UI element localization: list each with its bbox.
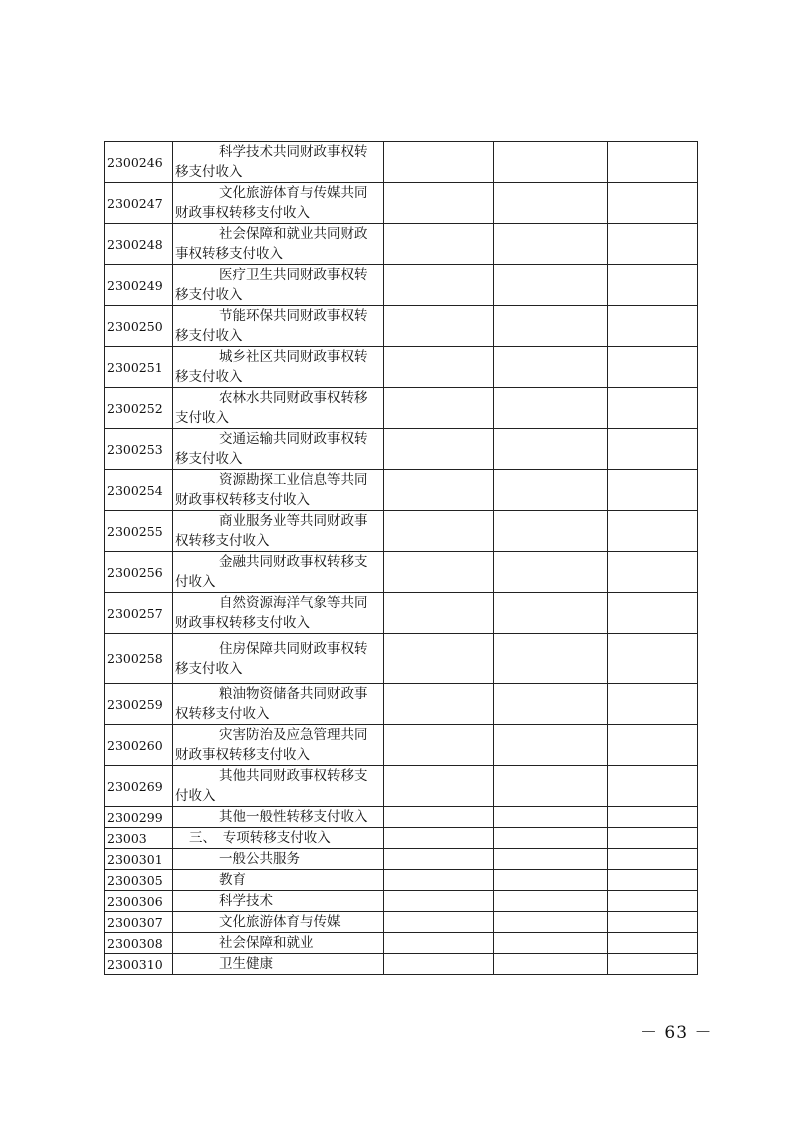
- table-row: [105, 224, 698, 265]
- value-cell: [494, 933, 608, 954]
- value-cell: [384, 429, 494, 470]
- value-cell: [608, 552, 698, 593]
- row-name-line2: 移支付收入: [175, 164, 243, 180]
- value-cell: [384, 142, 494, 183]
- row-name: [173, 849, 384, 870]
- row-name-text: 文化旅游体育与传媒: [219, 914, 341, 930]
- table-row: [105, 684, 698, 725]
- value-cell: [384, 552, 494, 593]
- row-name: [173, 224, 384, 265]
- value-cell: [608, 634, 698, 684]
- value-cell: [494, 766, 608, 807]
- row-name: [173, 470, 384, 511]
- budget-table: [104, 141, 698, 975]
- row-name: [173, 634, 384, 684]
- row-code: 2300252: [105, 388, 173, 429]
- table-row: [105, 807, 698, 828]
- value-cell: [494, 849, 608, 870]
- value-cell: [494, 511, 608, 552]
- page-number: － 63 －: [640, 1023, 713, 1043]
- row-name-line2: 支付收入: [175, 410, 229, 426]
- table-row: [105, 828, 698, 849]
- row-name-line2: 权转移支付收入: [175, 533, 270, 549]
- row-name-line1: 资源勘探工业信息等共同: [219, 472, 368, 488]
- value-cell: [608, 265, 698, 306]
- row-code: 2300299: [105, 807, 173, 828]
- value-cell: [494, 828, 608, 849]
- row-code: 2300307: [105, 912, 173, 933]
- row-name-line1: 商业服务业等共同财政事: [219, 513, 368, 529]
- row-name-line2: 移支付收入: [175, 287, 243, 303]
- value-cell: [494, 870, 608, 891]
- value-cell: [384, 183, 494, 224]
- table-row: [105, 388, 698, 429]
- row-name: [173, 593, 384, 634]
- row-name-text: 社会保障和就业: [219, 935, 314, 951]
- row-code: 2300250: [105, 306, 173, 347]
- row-name-line2: 权转移支付收入: [175, 706, 270, 722]
- value-cell: [494, 183, 608, 224]
- row-code: 2300310: [105, 954, 173, 975]
- value-cell: [384, 593, 494, 634]
- row-code: 2300254: [105, 470, 173, 511]
- value-cell: [494, 429, 608, 470]
- table-row: [105, 511, 698, 552]
- row-name-line2: 财政事权转移支付收入: [175, 205, 310, 221]
- row-name: [173, 388, 384, 429]
- row-name-line2: 移支付收入: [175, 451, 243, 467]
- row-code: 2300251: [105, 347, 173, 388]
- row-code: 2300246: [105, 142, 173, 183]
- value-cell: [384, 265, 494, 306]
- row-name-line1: 其他共同财政事权转移支: [219, 768, 368, 784]
- value-cell: [384, 954, 494, 975]
- value-cell: [494, 265, 608, 306]
- row-name-line1: 城乡社区共同财政事权转: [219, 349, 368, 365]
- value-cell: [608, 511, 698, 552]
- value-cell: [608, 593, 698, 634]
- table-row: [105, 849, 698, 870]
- value-cell: [608, 766, 698, 807]
- value-cell: [608, 347, 698, 388]
- row-name-line1: 粮油物资储备共同财政事: [219, 686, 368, 702]
- value-cell: [494, 725, 608, 766]
- row-name-text: 其他一般性转移支付收入: [219, 809, 368, 825]
- value-cell: [494, 684, 608, 725]
- row-name: [173, 766, 384, 807]
- value-cell: [494, 593, 608, 634]
- row-code: 2300249: [105, 265, 173, 306]
- value-cell: [494, 807, 608, 828]
- row-code: 2300258: [105, 634, 173, 684]
- value-cell: [608, 933, 698, 954]
- row-code: 2300255: [105, 511, 173, 552]
- row-code: 23003: [105, 828, 173, 849]
- value-cell: [384, 725, 494, 766]
- row-name: [173, 265, 384, 306]
- row-code: 2300253: [105, 429, 173, 470]
- value-cell: [384, 849, 494, 870]
- row-name: [173, 807, 384, 828]
- value-cell: [608, 891, 698, 912]
- value-cell: [608, 807, 698, 828]
- row-name-line2: 移支付收入: [175, 328, 243, 344]
- row-name: [173, 912, 384, 933]
- row-name: [173, 306, 384, 347]
- row-name-line1: 节能环保共同财政事权转: [219, 308, 368, 324]
- value-cell: [384, 224, 494, 265]
- row-code: 2300248: [105, 224, 173, 265]
- value-cell: [384, 891, 494, 912]
- value-cell: [494, 552, 608, 593]
- row-name-text: 教育: [219, 872, 246, 888]
- row-name: [173, 347, 384, 388]
- table-row: [105, 470, 698, 511]
- value-cell: [494, 142, 608, 183]
- value-cell: [384, 807, 494, 828]
- table-row: [105, 933, 698, 954]
- value-cell: [608, 388, 698, 429]
- value-cell: [384, 347, 494, 388]
- row-name-line1: 科学技术共同财政事权转: [219, 144, 368, 160]
- table-row: [105, 552, 698, 593]
- value-cell: [494, 224, 608, 265]
- row-name-line2: 财政事权转移支付收入: [175, 615, 310, 631]
- row-name-text: 科学技术: [219, 893, 273, 909]
- value-cell: [494, 912, 608, 933]
- table-row: [105, 306, 698, 347]
- value-cell: [384, 684, 494, 725]
- value-cell: [608, 849, 698, 870]
- row-name-text: 卫生健康: [219, 956, 273, 972]
- row-name: [173, 725, 384, 766]
- value-cell: [494, 347, 608, 388]
- value-cell: [384, 634, 494, 684]
- row-name-line2: 付收入: [175, 788, 216, 804]
- table-row: [105, 870, 698, 891]
- row-name-line1: 社会保障和就业共同财政: [219, 226, 368, 242]
- value-cell: [608, 725, 698, 766]
- table-row: [105, 347, 698, 388]
- value-cell: [384, 511, 494, 552]
- value-cell: [384, 828, 494, 849]
- row-name-line1: 医疗卫生共同财政事权转: [219, 267, 368, 283]
- row-name-line2: 财政事权转移支付收入: [175, 492, 310, 508]
- value-cell: [608, 870, 698, 891]
- row-name: [173, 933, 384, 954]
- table-row: [105, 634, 698, 684]
- table-row: [105, 183, 698, 224]
- table-row: [105, 912, 698, 933]
- value-cell: [608, 142, 698, 183]
- row-name-line1: 住房保障共同财政事权转: [219, 640, 368, 657]
- row-name-line2: 事权转移支付收入: [175, 246, 283, 262]
- value-cell: [608, 429, 698, 470]
- row-name: [173, 511, 384, 552]
- table-row: [105, 725, 698, 766]
- row-code: 2300260: [105, 725, 173, 766]
- value-cell: [608, 828, 698, 849]
- row-code: 2300257: [105, 593, 173, 634]
- row-name-line2: 移支付收入: [175, 369, 243, 385]
- value-cell: [384, 933, 494, 954]
- value-cell: [494, 634, 608, 684]
- table-row: [105, 429, 698, 470]
- value-cell: [494, 388, 608, 429]
- row-code: 2300305: [105, 870, 173, 891]
- row-code: 2300259: [105, 684, 173, 725]
- row-name-line2: 付收入: [175, 574, 216, 590]
- row-code: 2300301: [105, 849, 173, 870]
- value-cell: [494, 470, 608, 511]
- value-cell: [608, 684, 698, 725]
- row-name-line1: 交通运输共同财政事权转: [219, 431, 368, 447]
- row-name: [173, 828, 384, 849]
- value-cell: [384, 870, 494, 891]
- row-code: 2300306: [105, 891, 173, 912]
- row-name-line1: 文化旅游体育与传媒共同: [219, 185, 368, 201]
- value-cell: [494, 306, 608, 347]
- row-name: [173, 429, 384, 470]
- table-row: [105, 766, 698, 807]
- value-cell: [608, 912, 698, 933]
- table-row: [105, 954, 698, 975]
- row-code: 2300256: [105, 552, 173, 593]
- row-name-line2: 财政事权转移支付收入: [175, 747, 310, 763]
- value-cell: [608, 306, 698, 347]
- row-name: [173, 142, 384, 183]
- value-cell: [608, 224, 698, 265]
- value-cell: [608, 183, 698, 224]
- value-cell: [384, 766, 494, 807]
- value-cell: [384, 912, 494, 933]
- row-name-line1: 金融共同财政事权转移支: [219, 554, 368, 570]
- row-code: 2300308: [105, 933, 173, 954]
- value-cell: [608, 470, 698, 511]
- row-name-text: 一般公共服务: [219, 851, 300, 867]
- row-name: [173, 183, 384, 224]
- value-cell: [384, 306, 494, 347]
- row-name: [173, 870, 384, 891]
- row-name: [173, 891, 384, 912]
- value-cell: [494, 891, 608, 912]
- row-name-line1: 灾害防治及应急管理共同: [219, 727, 368, 743]
- table-row: [105, 593, 698, 634]
- value-cell: [608, 954, 698, 975]
- table-row: [105, 142, 698, 183]
- value-cell: [494, 954, 608, 975]
- table-row: [105, 265, 698, 306]
- row-name: [173, 954, 384, 975]
- table-row: [105, 891, 698, 912]
- value-cell: [384, 470, 494, 511]
- value-cell: [384, 388, 494, 429]
- row-name-line2: 移支付收入: [175, 660, 243, 677]
- row-code: 2300247: [105, 183, 173, 224]
- row-name-line1: 自然资源海洋气象等共同: [219, 595, 368, 611]
- row-name: [173, 684, 384, 725]
- row-name-text: 三、 专项转移支付收入: [189, 830, 331, 846]
- row-name-line1: 农林水共同财政事权转移: [219, 390, 368, 406]
- row-name: [173, 552, 384, 593]
- row-code: 2300269: [105, 766, 173, 807]
